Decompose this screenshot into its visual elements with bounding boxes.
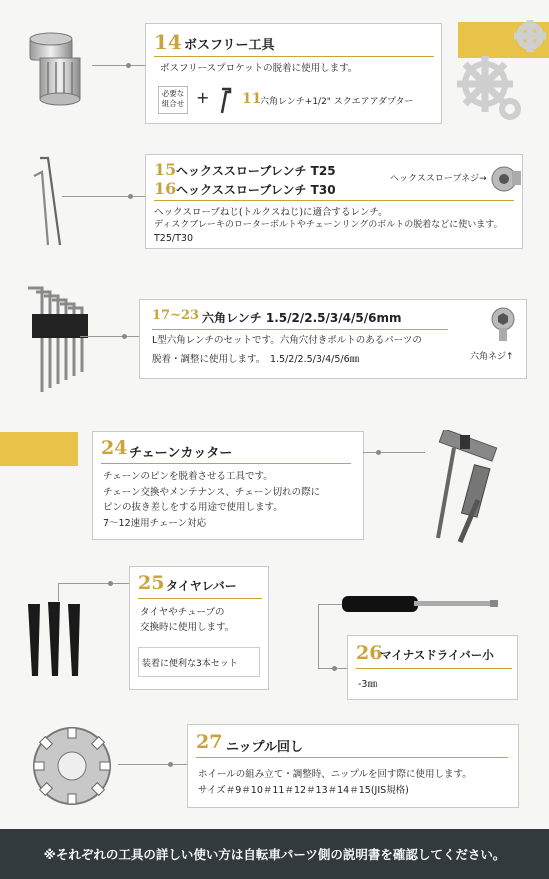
card-tool-14 [145,23,442,124]
gear-icon [455,14,549,124]
tool-desc: L型六角レンチのセットです。六角穴付きボルトのあるパーツの [152,335,422,346]
tool-desc: タイヤやチューブの [140,607,225,618]
tool-title: チェーンカッター [129,446,233,461]
tool-title: 六角レンチ 1.5/2/2.5/3/4/5/6mm [202,311,402,325]
tool-desc: -3㎜ [358,679,377,690]
tool-number: 14 [154,30,182,54]
chain-cutter-icon [420,430,520,550]
connector-line [62,196,146,197]
connector-dot [168,762,173,767]
tire-lever-icon [24,598,90,680]
tool-number: 17~23 [152,308,200,323]
title-underline [196,757,508,758]
connector-line [58,583,130,584]
tool-number: 26 [356,642,383,664]
tool-desc: T25/T30 [154,233,193,244]
tool-desc: 7～12速用チェーン対応 [103,518,207,529]
required-combo-label: 必要な 組合せ [158,86,188,114]
title-underline [152,329,448,330]
connector-line [92,65,146,66]
note-text: 装着に便利な3本セット [142,659,238,669]
title-underline [101,463,351,464]
card-tool-17-23 [139,299,527,379]
torx-screw-icon [488,161,522,195]
tool-number: 27 [196,731,223,753]
tool-title: ヘックススローブレンチ T30 [176,183,336,197]
card-tool-25 [129,566,269,690]
footer-text: ※それぞれの工具の詳しい使い方は自転車パーツ側の説明書を確認してください。 [43,847,506,862]
tool-title: ボスフリー工具 [184,38,275,53]
title-underline [154,200,514,201]
tool-desc: チェーンのピンを脱着させる工具です。 [103,471,273,482]
tool-number: 25 [138,572,165,594]
freewheel-tool-icon [22,28,92,110]
connector-line [80,336,140,337]
combo-text: 六角レンチ+1/2" スクエアアダプター [260,97,414,107]
connector-dot [376,450,381,455]
tool-title: タイヤレバー [166,579,237,593]
tool-desc: ディスクブレーキのローターボルトやチェーンリングのボルトの脱着などに使います。 [154,220,503,230]
connector-dot [108,581,113,586]
connector-line [318,604,342,605]
combo-number: 11 [242,91,262,107]
connector-dot [128,194,133,199]
tool-desc: ボスフリースプロケットの脱着に使用します。 [160,63,358,74]
card-tool-27 [187,724,519,808]
title-underline [154,56,434,57]
tool-desc: サイズ＃9＃10＃11＃12＃13＃14＃15(JIS規格) [198,785,409,796]
title-underline [138,598,262,599]
spoke-wrench-icon [20,724,124,808]
side-label: 六角ネジ↑ [470,352,514,362]
tool-desc: 脱着・調整に使用します。 1.5/2/2.5/3/4/5/6㎜ [152,354,360,365]
tool-desc: 交換時に使用します。 [140,622,235,633]
connector-line [318,604,319,668]
plus-sign: + [196,88,210,107]
connector-line [363,452,425,453]
card-tool-24 [92,431,364,540]
connector-line [118,764,188,765]
title-underline [356,668,512,669]
tool-desc: チェーン交換やメンテナンス、チェーン切れの際に [103,487,321,498]
torx-wrench-icon [28,150,76,250]
tool-desc: ピンの抜き差しをする用途で使用します。 [103,502,283,513]
hex-screw-icon [490,306,516,342]
tool-number: 15 [154,160,177,179]
accent-bar-left [0,432,78,466]
hex-wrench-icon [218,86,240,116]
hex-key-set-icon [26,282,90,402]
tool-title: ヘックススローブレンチ T25 [176,164,336,178]
tool-desc: ヘックスローブねじ(トルクスねじ)に適合するレンチ。 [154,207,388,218]
card-tool-15-16 [145,154,523,249]
tool-desc: ホイールの組み立て・調整時、ニップルを回す際に使用します。 [198,769,472,780]
connector-line [58,583,59,601]
tool-title: ニップル回し [226,740,303,755]
tool-title: マイナスドライバー小 [380,648,494,662]
connector-dot [122,334,127,339]
card-tool-26 [347,635,518,700]
connector-dot [126,63,131,68]
tool-number: 24 [101,437,128,459]
screwdriver-icon [340,590,500,620]
tool-number: 16 [154,179,177,198]
connector-dot [332,666,337,671]
side-label: ヘックススローブネジ→ [390,174,487,184]
footer-notice [0,829,549,879]
